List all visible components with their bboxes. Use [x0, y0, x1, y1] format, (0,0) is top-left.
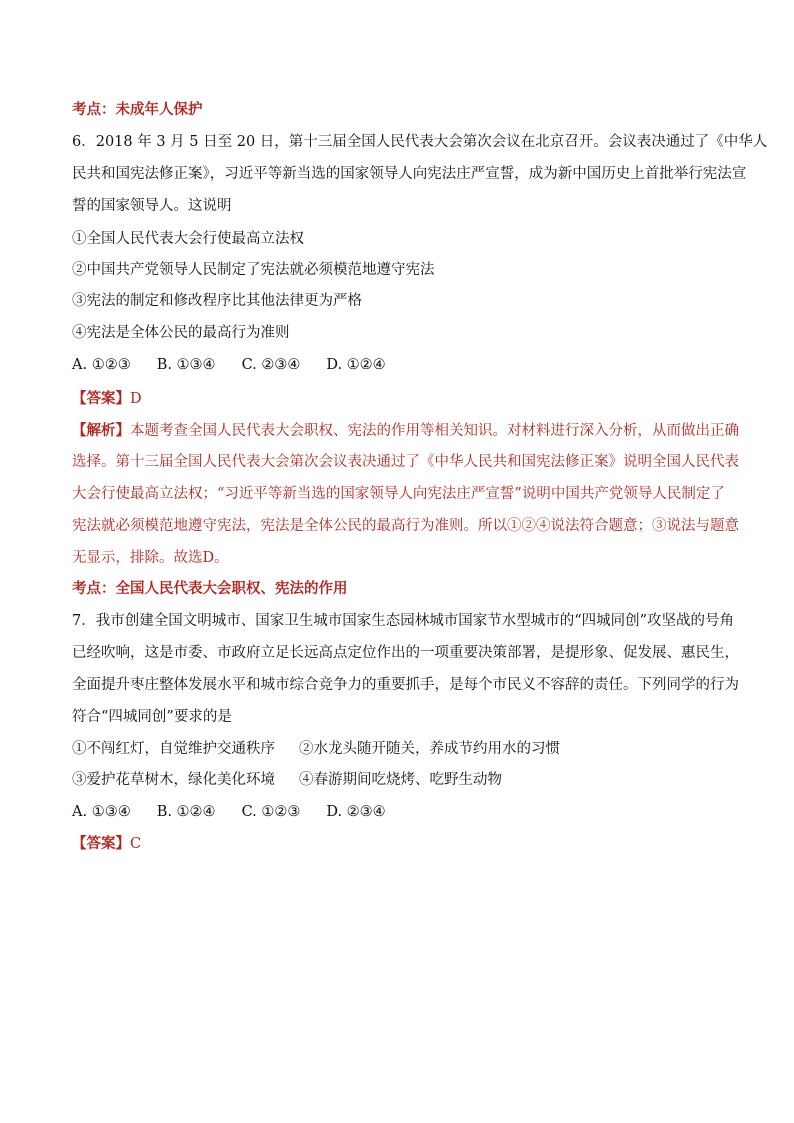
q6-analysis-line: 选择。第十三届全国人民代表大会第次会议表决通过了《中华人民共和国宪法修正案》说明全国人民代表 — [72, 454, 739, 470]
answer-label: 【答案】 — [72, 391, 130, 407]
q6-topic — [72, 580, 348, 598]
option-c: C. ①②③ — [241, 804, 301, 820]
topic-text: 全国人民代表大会职权、宪法的作用 — [115, 581, 348, 597]
q6-analysis-line — [72, 422, 739, 440]
option-c: C. ②③④ — [241, 357, 301, 373]
option-a: A. ①②③ — [72, 357, 131, 373]
q7-statement: ②水龙头随开随关，养成节约用水的习惯 — [299, 741, 560, 757]
option-d: D. ②③④ — [326, 804, 386, 820]
option-b: B. ①②④ — [156, 804, 216, 820]
q7-statement: ③爱护花草树木，绿化美化环境 — [72, 772, 275, 788]
option-d: D. ①②④ — [326, 357, 386, 373]
topic-label: 考点： — [72, 581, 116, 597]
option-a: A. ①③④ — [72, 804, 131, 820]
q7-stem-line: 符合“四城同创”要求的是 — [72, 709, 232, 725]
q6-stem-line: 民共和国宪法修正案》，习近平等新当选的国家领导人向宪法庄严宣誓，成为新中国历史上首批举行宪法宣 — [72, 166, 747, 182]
q6-answer — [72, 390, 142, 408]
q6-analysis-line: 大会行使最高立法权；“习近平等新当选的国家领导人向宪法庄严宣誓”说明中国共产党领导人民制定了 — [72, 486, 725, 502]
q5-topic — [72, 101, 203, 119]
q7-stem-line: 全面提升枣庄整体发展水平和城市综合竞争力的重要抓手，是每个市民义不容辞的责任。下列同学的行为 — [72, 677, 739, 693]
q6-analysis-line: 无显示，排除。故选D。 — [72, 550, 229, 566]
q6-statement: ④宪法是全体公民的最高行为准则 — [72, 325, 290, 341]
topic-text: 未成年人保护 — [115, 102, 203, 118]
q7-statement: ④春游期间吃烧烤、吃野生动物 — [299, 772, 502, 788]
answer-label: 【答案】 — [72, 836, 130, 852]
q6-options — [72, 356, 412, 374]
answer-value: C — [130, 836, 142, 852]
answer-value: D — [130, 391, 142, 407]
q7-stem-line: 7．我市创建全国文明城市、国家卫生城市国家生态园林城市国家节水型城市的“四城同创”攻坚战的号角 — [72, 613, 735, 629]
q6-analysis-line: 宪法就必须模范地遵守宪法，宪法是全体公民的最高行为准则。所以①②④说法符合题意；③说法与题意 — [72, 518, 739, 534]
q6-statement: ①全国人民代表大会行使最高立法权 — [72, 231, 304, 247]
q6-statement: ②中国共产党领导人民制定了宪法就必须模范地遵守宪法 — [72, 262, 435, 278]
topic-label: 考点： — [72, 102, 116, 118]
q7-options — [72, 803, 412, 821]
option-b: B. ①③④ — [156, 357, 216, 373]
q7-answer — [72, 835, 141, 853]
analysis-label: 【解析】 — [72, 423, 130, 439]
q7-statement-row — [72, 771, 502, 789]
q6-stem-line: 誓的国家领导人。这说明 — [72, 198, 232, 214]
q7-statement: ①不闯红灯，自觉维护交通秩序 — [72, 741, 275, 757]
q6-stem-line: 6．2018 年 3 月 5 日至 20 日，第十三届全国人民代表大会第次会议在北京召开。会议表决通过了《中华人 — [72, 134, 768, 150]
analysis-text: 本题考查全国人民代表大会职权、宪法的作用等相关知识。对材料进行深入分析，从而做出正确 — [130, 423, 739, 439]
q7-statement-row — [72, 740, 560, 758]
q6-statement: ③宪法的制定和修改程序比其他法律更为严格 — [72, 293, 362, 309]
q7-stem-line: 已经吹响，这是市委、市政府立足长远高点定位作出的一项重要决策部署，是提形象、促发展、惠民生， — [72, 645, 739, 661]
